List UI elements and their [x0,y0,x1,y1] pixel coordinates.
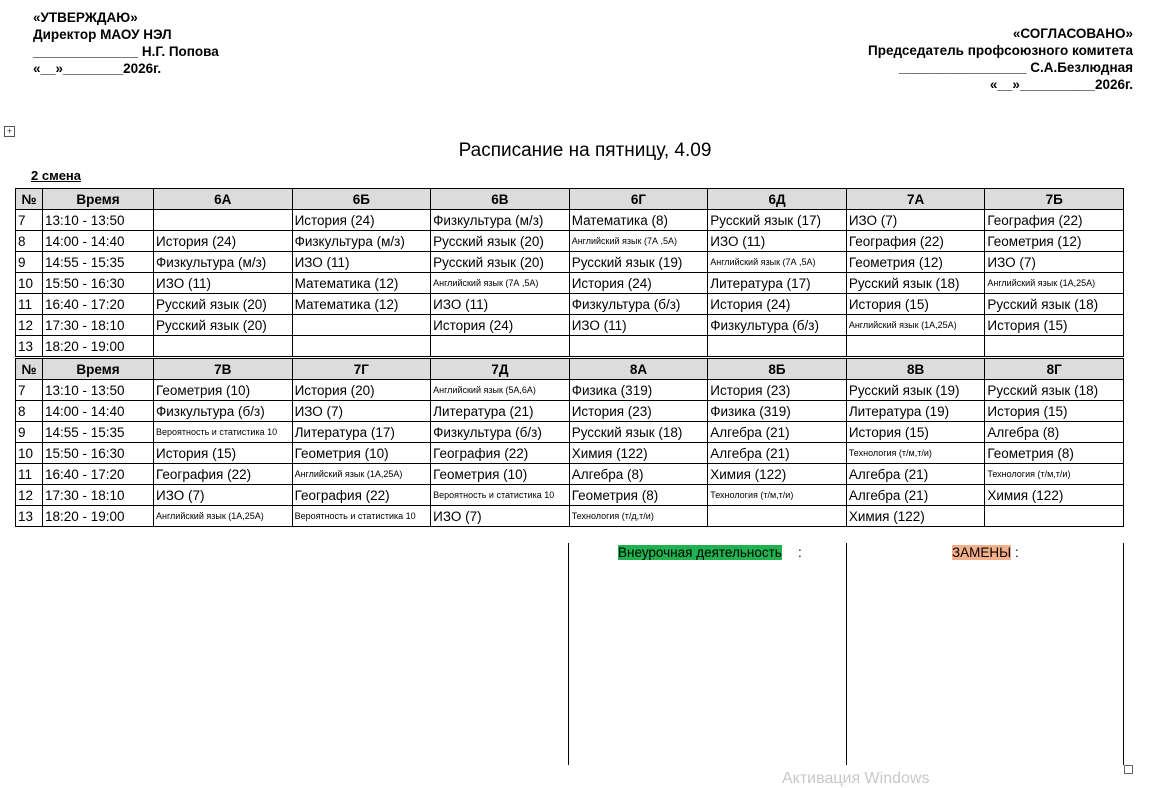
table-row [16,485,1124,506]
column-header: 6Д [708,189,847,210]
column-divider [1123,543,1124,765]
table-row [16,210,1124,231]
column-header: 8В [846,358,985,380]
lesson-cell [154,210,293,231]
lesson-cell: ИЗО (11) [154,273,293,294]
lesson-cell: Алгебра (21) [708,422,847,443]
lesson-cell [154,336,293,358]
lesson-cell: История (23) [708,380,847,401]
lesson-time: 16:40 - 17:20 [43,294,154,315]
approval-left-line3: ______________ Н.Г. Попова [33,44,219,59]
lesson-time: 14:55 - 15:35 [43,422,154,443]
lesson-time: 13:10 - 13:50 [43,210,154,231]
lesson-cell: Физика (319) [569,380,708,401]
lesson-cell: Технология (т/д,т/и) [569,506,708,527]
lesson-cell: Геометрия (12) [846,252,985,273]
lesson-cell: ИЗО (11) [431,294,570,315]
column-divider [846,543,847,765]
lesson-cell: Геометрия (10) [154,380,293,401]
lesson-cell: Физкультура (м/з) [292,231,431,252]
column-header: 7Г [292,358,431,380]
column-header: 6Б [292,189,431,210]
lesson-cell [569,336,708,358]
lesson-cell: История (24) [569,273,708,294]
lesson-number: 11 [16,294,43,315]
lesson-cell: География (22) [846,231,985,252]
table-row [16,443,1124,464]
table-row [16,464,1124,485]
lesson-cell: ИЗО (7) [154,485,293,506]
lesson-cell: Геометрия (10) [431,464,570,485]
extracurricular-colon: : [798,545,802,560]
lesson-cell: Геометрия (12) [985,231,1124,252]
lesson-time: 18:20 - 19:00 [43,336,154,358]
table-row [16,336,1124,358]
lesson-cell: История (15) [154,443,293,464]
replacements-label: ЗАМЕНЫ [952,545,1012,560]
table-resize-handle-icon[interactable] [1124,765,1133,774]
lesson-cell: Русский язык (20) [154,294,293,315]
lesson-cell: Английский язык (7А ,5А) [708,252,847,273]
lesson-time: 14:55 - 15:35 [43,252,154,273]
lesson-cell: Алгебра (21) [708,443,847,464]
table-row [16,294,1124,315]
lesson-cell: Химия (122) [708,464,847,485]
lesson-cell: Вероятность и статистика 10 [431,485,570,506]
lesson-cell: Технология (т/м,т/и) [846,443,985,464]
lesson-cell: Английский язык (5А,6А) [431,380,570,401]
lesson-cell: Алгебра (8) [569,464,708,485]
lesson-cell: Вероятность и статистика 10 [154,422,293,443]
lesson-cell: География (22) [431,443,570,464]
lesson-cell: География (22) [985,210,1124,231]
approval-right-line3: _________________ С.А.Безлюдная [898,60,1133,75]
approval-right-line4: «__»__________2026г. [989,77,1133,92]
lesson-number: 8 [16,401,43,422]
lesson-cell: Вероятность и статистика 10 [292,506,431,527]
lesson-cell: Русский язык (18) [985,380,1124,401]
lesson-cell: Русский язык (19) [846,380,985,401]
lesson-cell: Математика (8) [569,210,708,231]
lesson-cell: Геометрия (8) [985,443,1124,464]
shift-label: 2 смена [31,168,82,183]
lesson-cell: История (23) [569,401,708,422]
lesson-cell: История (20) [292,380,431,401]
lesson-cell [985,506,1124,527]
lesson-cell: География (22) [154,464,293,485]
replacements-colon: : [1015,545,1019,560]
lesson-cell: Русский язык (20) [431,252,570,273]
lesson-cell: Алгебра (8) [985,422,1124,443]
column-header: 7А [846,189,985,210]
lesson-number: 13 [16,336,43,358]
lesson-cell: Химия (122) [985,485,1124,506]
extracurricular-label: Внеурочная деятельность [618,545,782,560]
table-row [16,315,1124,336]
lesson-cell: Русский язык (20) [431,231,570,252]
column-header: 6А [154,189,293,210]
lesson-cell: Физкультура (м/з) [154,252,293,273]
table-row [16,506,1124,527]
lesson-cell: Алгебра (21) [846,464,985,485]
lesson-cell: Литература (17) [708,273,847,294]
lesson-cell: ИЗО (11) [292,252,431,273]
lesson-time: 16:40 - 17:20 [43,464,154,485]
column-header: 7Д [431,358,570,380]
lesson-cell: География (22) [292,485,431,506]
lesson-cell: Английский язык (1А,25А) [985,273,1124,294]
approval-block-left [33,9,219,77]
lesson-number: 7 [16,210,43,231]
lesson-cell: Литература (21) [431,401,570,422]
table-move-handle-icon[interactable]: + [4,126,15,137]
lesson-cell: ИЗО (7) [292,401,431,422]
lesson-cell: Физкультура (б/з) [431,422,570,443]
lesson-cell: История (15) [985,401,1124,422]
lesson-number: 8 [16,231,43,252]
lesson-cell [985,336,1124,358]
table-row [16,273,1124,294]
column-header: 8А [569,358,708,380]
column-header: 6В [431,189,570,210]
lesson-cell [708,336,847,358]
lesson-cell: Английский язык (1А,25А) [846,315,985,336]
table-row [16,422,1124,443]
lesson-time: 17:30 - 18:10 [43,485,154,506]
lesson-cell: Химия (122) [569,443,708,464]
lesson-cell: ИЗО (7) [985,252,1124,273]
lesson-cell: Химия (122) [846,506,985,527]
column-divider [568,543,569,765]
lesson-cell: История (15) [846,422,985,443]
lesson-cell [846,336,985,358]
lesson-number: 9 [16,422,43,443]
lesson-cell: История (24) [292,210,431,231]
column-header: 7Б [985,189,1124,210]
table-row [16,252,1124,273]
lesson-cell: Литература (17) [292,422,431,443]
lesson-number: 12 [16,315,43,336]
lesson-cell: Физкультура (б/з) [569,294,708,315]
lesson-time: 13:10 - 13:50 [43,380,154,401]
lesson-cell: Русский язык (20) [154,315,293,336]
lesson-cell: Физкультура (б/з) [154,401,293,422]
lesson-cell: История (24) [431,315,570,336]
lesson-time: 14:00 - 14:40 [43,401,154,422]
lesson-number: 12 [16,485,43,506]
lesson-cell: Английский язык (7А ,5А) [569,231,708,252]
lesson-number: 10 [16,443,43,464]
lesson-cell: Английский язык (1А,25А) [154,506,293,527]
lesson-time: 14:00 - 14:40 [43,231,154,252]
windows-activation-watermark: Активация Windows [782,770,930,787]
lesson-number: 10 [16,273,43,294]
column-header: 8Г [985,358,1124,380]
column-header: 6Г [569,189,708,210]
lesson-cell: ИЗО (11) [569,315,708,336]
lesson-cell: Алгебра (21) [846,485,985,506]
column-header: № [16,189,43,210]
lesson-cell: Физкультура (б/з) [708,315,847,336]
approval-right-line2: Председатель профсоюзного комитета [868,43,1133,58]
column-header: № [16,358,43,380]
lesson-number: 13 [16,506,43,527]
column-header: Время [43,189,154,210]
lesson-cell: Английский язык (7А ,5А) [431,273,570,294]
lesson-number: 9 [16,252,43,273]
approval-left-line1: «УТВЕРЖДАЮ» [33,10,138,25]
lesson-cell: ИЗО (7) [431,506,570,527]
lesson-cell: Русский язык (18) [569,422,708,443]
lesson-cell: Русский язык (19) [569,252,708,273]
lesson-cell: Русский язык (18) [846,273,985,294]
lesson-cell: Математика (12) [292,273,431,294]
approval-block-right [868,25,1133,93]
approval-left-line4: «__»________2026г. [33,61,162,76]
lesson-cell: Математика (12) [292,294,431,315]
lesson-cell: Физика (319) [708,401,847,422]
lesson-time: 15:50 - 16:30 [43,273,154,294]
table-row [16,380,1124,401]
lesson-cell [292,336,431,358]
lesson-cell: Английский язык (1А,25А) [292,464,431,485]
approval-left-line2: Директор МАОУ НЭЛ [33,27,172,42]
approval-right-line1: «СОГЛАСОВАНО» [1012,26,1133,41]
lesson-cell: Литература (19) [846,401,985,422]
lesson-cell: Геометрия (8) [569,485,708,506]
table-row [16,401,1124,422]
lesson-cell: Технология (т/м,т/и) [985,464,1124,485]
lesson-cell [431,336,570,358]
lesson-number: 7 [16,380,43,401]
schedule-table [15,188,1124,527]
lesson-cell: Геометрия (10) [292,443,431,464]
lesson-cell: Русский язык (18) [985,294,1124,315]
lesson-cell: Физкультура (м/з) [431,210,570,231]
header-row [16,189,1124,210]
lesson-cell [708,506,847,527]
lesson-cell: ИЗО (7) [846,210,985,231]
lesson-number: 11 [16,464,43,485]
column-header: 8Б [708,358,847,380]
lesson-cell: История (15) [846,294,985,315]
lesson-time: 15:50 - 16:30 [43,443,154,464]
lesson-cell: Русский язык (17) [708,210,847,231]
page-title: Расписание на пятницу, 4.09 [458,140,712,161]
header-row [16,358,1124,380]
lesson-cell: ИЗО (11) [708,231,847,252]
column-header: Время [43,358,154,380]
lesson-cell: История (24) [154,231,293,252]
lesson-cell: История (15) [985,315,1124,336]
lesson-time: 18:20 - 19:00 [43,506,154,527]
lesson-cell: Технология (т/м,т/и) [708,485,847,506]
lesson-time: 17:30 - 18:10 [43,315,154,336]
column-header: 7В [154,358,293,380]
lesson-cell [292,315,431,336]
table-row [16,231,1124,252]
lesson-cell: История (24) [708,294,847,315]
